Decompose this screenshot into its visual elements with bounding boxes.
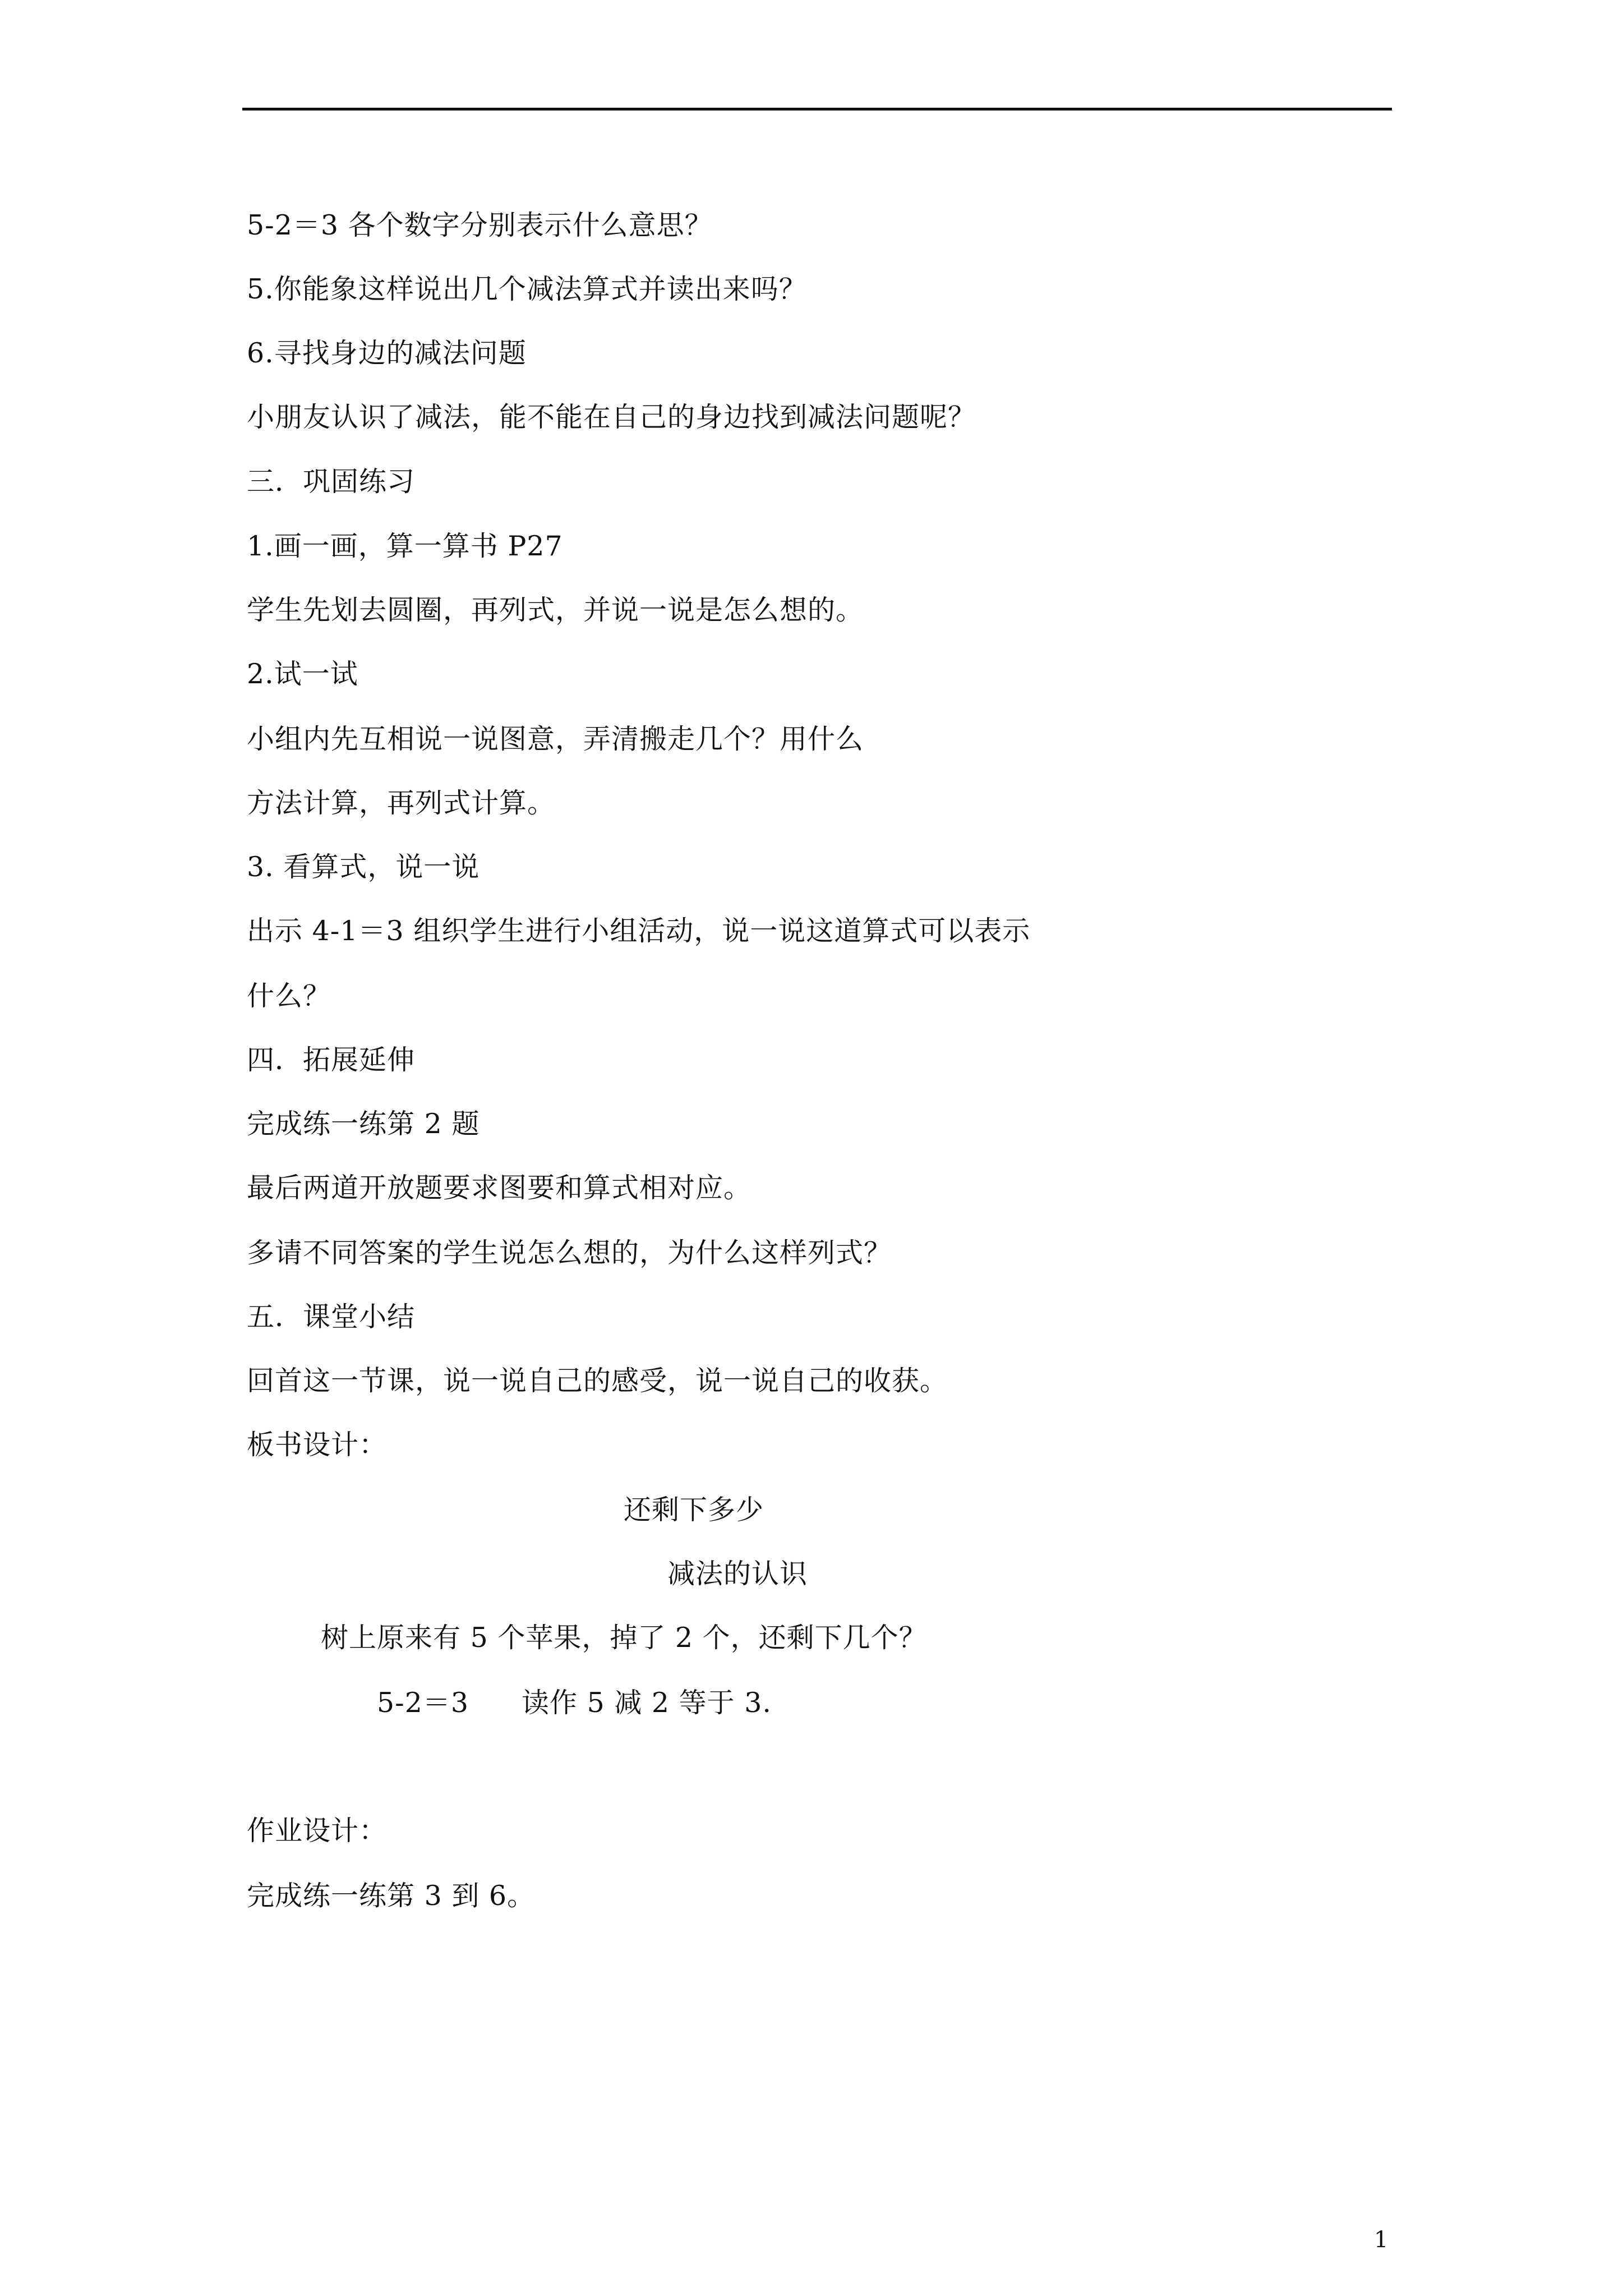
board-title: 还剩下多少 <box>624 1494 764 1526</box>
section-heading: 三．巩固练习 <box>247 466 416 498</box>
header-rule <box>242 108 1392 111</box>
text-line: 最后两道开放题要求图要和算式相对应。 <box>247 1172 752 1204</box>
text-line: 回首这一节课，说一说自己的感受，说一说自己的收获。 <box>247 1365 948 1397</box>
board-subtitle: 减法的认识 <box>667 1558 808 1590</box>
text-line: 出示 4-1＝3 组织学生进行小组活动，说一说这道算式可以表示 <box>247 915 1031 947</box>
board-reading: 读作 5 减 2 等于 3. <box>522 1687 772 1719</box>
text-line: 小朋友认识了减法，能不能在自己的身边找到减法问题呢？ <box>247 401 976 433</box>
text-line: 2.试一试 <box>247 658 358 690</box>
text-line: 什么？ <box>247 980 331 1012</box>
board-equation: 5-2＝3 <box>377 1687 469 1719</box>
text-line: 板书设计： <box>247 1429 388 1461</box>
text-line: 多请不同答案的学生说怎么想的，为什么这样列式？ <box>247 1237 892 1269</box>
homework-content: 完成练一练第 3 到 6。 <box>247 1880 536 1912</box>
text-line: 学生先划去圆圈，再列式，并说一说是怎么想的。 <box>247 594 864 626</box>
page-number: 1 <box>1374 2227 1389 2253</box>
section-heading: 四．拓展延伸 <box>247 1044 416 1076</box>
text-line: 小组内先互相说一说图意，弄清搬走几个？用什么 <box>247 723 864 755</box>
text-line: 方法计算，再列式计算。 <box>247 787 556 819</box>
text-line: 5-2＝3 各个数字分别表示什么意思？ <box>247 209 713 241</box>
text-line: 3. 看算式，说一说 <box>247 851 480 883</box>
section-heading: 五．课堂小结 <box>247 1301 416 1333</box>
board-problem: 树上原来有 5 个苹果，掉了 2 个，还剩下几个？ <box>321 1622 927 1654</box>
text-line: 5.你能象这样说出几个减法算式并读出来吗？ <box>247 273 807 305</box>
text-line: 完成练一练第 2 题 <box>247 1108 480 1140</box>
homework-heading: 作业设计： <box>247 1815 388 1847</box>
text-line: 6.寻找身边的减法问题 <box>247 337 527 369</box>
text-line: 1.画一画，算一算书 P27 <box>247 530 563 562</box>
